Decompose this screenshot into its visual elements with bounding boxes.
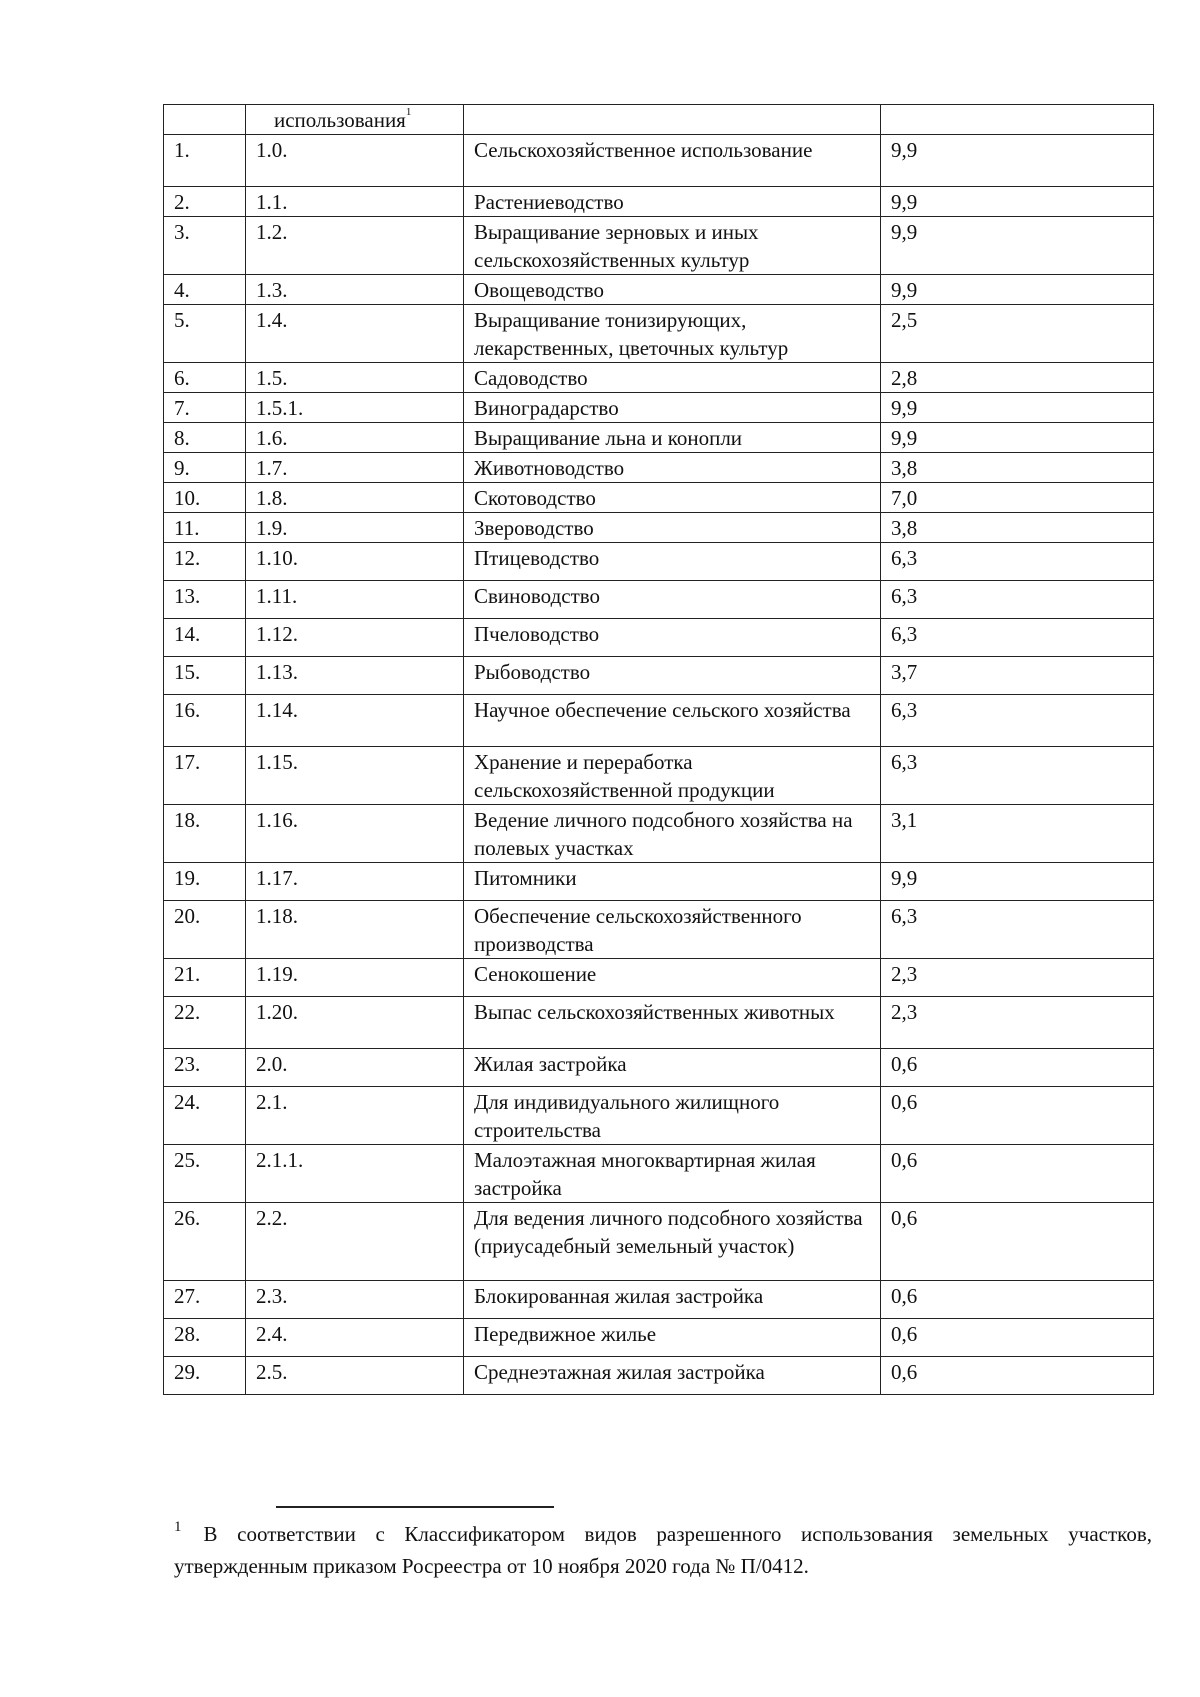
table-row: [164, 393, 1154, 423]
row-num: 19.: [164, 863, 246, 901]
row-value: 9,9: [881, 275, 1154, 305]
table-row: [164, 1319, 1154, 1357]
table-row: [164, 423, 1154, 453]
table-row: [164, 135, 1154, 187]
row-name: Овощеводство: [464, 275, 881, 305]
row-code: 1.16.: [246, 805, 464, 863]
row-name: Выращивание льна и конопли: [464, 423, 881, 453]
table-row: [164, 483, 1154, 513]
row-name: Животноводство: [464, 453, 881, 483]
row-num: 9.: [164, 453, 246, 483]
row-num: 14.: [164, 619, 246, 657]
row-name: Скотоводство: [464, 483, 881, 513]
row-name: Выращивание тонизирующих, лекарственных, цветочных культур: [464, 305, 881, 363]
row-value: 3,8: [881, 453, 1154, 483]
row-name: Свиноводство: [464, 581, 881, 619]
table-row: [164, 997, 1154, 1049]
table-row: [164, 305, 1154, 363]
row-code: 1.17.: [246, 863, 464, 901]
row-value: 6,3: [881, 543, 1154, 581]
row-value: 0,6: [881, 1203, 1154, 1281]
row-name: Жилая застройка: [464, 1049, 881, 1087]
table-row: [164, 1203, 1154, 1281]
row-num: 29.: [164, 1357, 246, 1395]
row-code: 1.12.: [246, 619, 464, 657]
row-name: Хранение и переработка сельскохозяйственной продукции: [464, 747, 881, 805]
row-num: 18.: [164, 805, 246, 863]
table-row: [164, 187, 1154, 217]
row-code: 1.18.: [246, 901, 464, 959]
row-code: 1.2.: [246, 217, 464, 275]
row-code: 1.1.: [246, 187, 464, 217]
table-row: [164, 363, 1154, 393]
row-value: 0,6: [881, 1145, 1154, 1203]
row-num: 1.: [164, 135, 246, 187]
row-value: 9,9: [881, 423, 1154, 453]
row-num: 15.: [164, 657, 246, 695]
table-row: [164, 1087, 1154, 1145]
row-value: 2,5: [881, 305, 1154, 363]
row-name: Выращивание зерновых и иных сельскохозяйственных культур: [464, 217, 881, 275]
row-num: 8.: [164, 423, 246, 453]
header-code-label: использования: [274, 108, 406, 132]
row-num: 3.: [164, 217, 246, 275]
row-name: Выпас сельскохозяйственных животных: [464, 997, 881, 1049]
row-name: Пчеловодство: [464, 619, 881, 657]
row-num: 26.: [164, 1203, 246, 1281]
row-code: 2.0.: [246, 1049, 464, 1087]
land-use-table: [163, 104, 1154, 1395]
row-value: 9,9: [881, 135, 1154, 187]
row-code: 1.15.: [246, 747, 464, 805]
row-name: Питомники: [464, 863, 881, 901]
row-value: 7,0: [881, 483, 1154, 513]
row-value: 2,3: [881, 997, 1154, 1049]
row-name: Научное обеспечение сельского хозяйства: [464, 695, 881, 747]
table-header-row: [164, 105, 1154, 135]
row-name: Виноградарство: [464, 393, 881, 423]
header-value: [881, 105, 1154, 135]
row-value: 9,9: [881, 217, 1154, 275]
row-num: 13.: [164, 581, 246, 619]
row-value: 2,3: [881, 959, 1154, 997]
row-num: 17.: [164, 747, 246, 805]
row-name: Сенокошение: [464, 959, 881, 997]
header-num: [164, 105, 246, 135]
row-value: 0,6: [881, 1319, 1154, 1357]
row-code: 2.1.: [246, 1087, 464, 1145]
row-num: 4.: [164, 275, 246, 305]
row-value: 0,6: [881, 1049, 1154, 1087]
row-value: 3,8: [881, 513, 1154, 543]
row-num: 16.: [164, 695, 246, 747]
row-num: 24.: [164, 1087, 246, 1145]
header-code: [246, 105, 464, 135]
row-code: 1.11.: [246, 581, 464, 619]
row-name: Садоводство: [464, 363, 881, 393]
row-value: 6,3: [881, 695, 1154, 747]
row-num: 25.: [164, 1145, 246, 1203]
row-value: 3,1: [881, 805, 1154, 863]
row-value: 9,9: [881, 863, 1154, 901]
row-name: Звероводство: [464, 513, 881, 543]
row-name: Передвижное жилье: [464, 1319, 881, 1357]
row-num: 2.: [164, 187, 246, 217]
row-name: Для ведения личного подсобного хозяйства (приусадебный земельный участок): [464, 1203, 881, 1281]
row-code: 1.5.1.: [246, 393, 464, 423]
row-value: 6,3: [881, 747, 1154, 805]
table-row: [164, 901, 1154, 959]
table-row: [164, 1049, 1154, 1087]
row-value: 6,3: [881, 581, 1154, 619]
row-num: 27.: [164, 1281, 246, 1319]
footnote-text: В соответствии с Классификатором видов разрешенного использования земельных участков, утвержденным приказом Росреестра от 10 ноября 2020 года № П/0412.: [174, 1522, 1152, 1578]
table-row: [164, 1145, 1154, 1203]
header-name: [464, 105, 881, 135]
row-name: Среднеэтажная жилая застройка: [464, 1357, 881, 1395]
row-code: 2.5.: [246, 1357, 464, 1395]
row-code: 1.20.: [246, 997, 464, 1049]
row-code: 2.3.: [246, 1281, 464, 1319]
table-row: [164, 805, 1154, 863]
row-code: 1.0.: [246, 135, 464, 187]
table-row: [164, 657, 1154, 695]
row-value: 0,6: [881, 1281, 1154, 1319]
table-row: [164, 275, 1154, 305]
row-code: 2.4.: [246, 1319, 464, 1357]
row-name: Малоэтажная многоквартирная жилая застройка: [464, 1145, 881, 1203]
row-code: 1.10.: [246, 543, 464, 581]
row-code: 1.14.: [246, 695, 464, 747]
row-name: Ведение личного подсобного хозяйства на полевых участках: [464, 805, 881, 863]
row-code: 1.9.: [246, 513, 464, 543]
row-num: 20.: [164, 901, 246, 959]
row-name: Для индивидуального жилищного строительства: [464, 1087, 881, 1145]
row-code: 1.8.: [246, 483, 464, 513]
row-value: 9,9: [881, 393, 1154, 423]
footnote-ref: 1: [405, 106, 412, 118]
row-code: 2.2.: [246, 1203, 464, 1281]
row-code: 1.4.: [246, 305, 464, 363]
row-code: 1.6.: [246, 423, 464, 453]
row-name: Растениеводство: [464, 187, 881, 217]
table-row: [164, 619, 1154, 657]
row-name: Обеспечение сельскохозяйственного производства: [464, 901, 881, 959]
table-row: [164, 513, 1154, 543]
footnote: [174, 1518, 1152, 1582]
row-code: 1.3.: [246, 275, 464, 305]
row-code: 1.5.: [246, 363, 464, 393]
table-row: [164, 959, 1154, 997]
row-value: 3,7: [881, 657, 1154, 695]
row-num: 10.: [164, 483, 246, 513]
table-row: [164, 1281, 1154, 1319]
table-row: [164, 1357, 1154, 1395]
row-value: 0,6: [881, 1087, 1154, 1145]
table-row: [164, 581, 1154, 619]
row-num: 21.: [164, 959, 246, 997]
row-value: 2,8: [881, 363, 1154, 393]
row-name: Рыбоводство: [464, 657, 881, 695]
footnote-mark: 1: [174, 1519, 182, 1535]
table-row: [164, 217, 1154, 275]
row-num: 12.: [164, 543, 246, 581]
row-num: 7.: [164, 393, 246, 423]
row-name: Сельскохозяйственное использование: [464, 135, 881, 187]
row-name: Блокированная жилая застройка: [464, 1281, 881, 1319]
table-row: [164, 747, 1154, 805]
table-row: [164, 863, 1154, 901]
row-value: 0,6: [881, 1357, 1154, 1395]
row-code: 1.19.: [246, 959, 464, 997]
row-code: 1.13.: [246, 657, 464, 695]
table-row: [164, 695, 1154, 747]
row-value: 6,3: [881, 901, 1154, 959]
row-name: Птицеводство: [464, 543, 881, 581]
table-row: [164, 543, 1154, 581]
row-num: 22.: [164, 997, 246, 1049]
row-num: 6.: [164, 363, 246, 393]
row-value: 9,9: [881, 187, 1154, 217]
row-num: 11.: [164, 513, 246, 543]
row-num: 28.: [164, 1319, 246, 1357]
row-code: 2.1.1.: [246, 1145, 464, 1203]
footnote-separator: [276, 1506, 554, 1508]
row-num: 23.: [164, 1049, 246, 1087]
row-code: 1.7.: [246, 453, 464, 483]
table-row: [164, 453, 1154, 483]
row-value: 6,3: [881, 619, 1154, 657]
row-num: 5.: [164, 305, 246, 363]
